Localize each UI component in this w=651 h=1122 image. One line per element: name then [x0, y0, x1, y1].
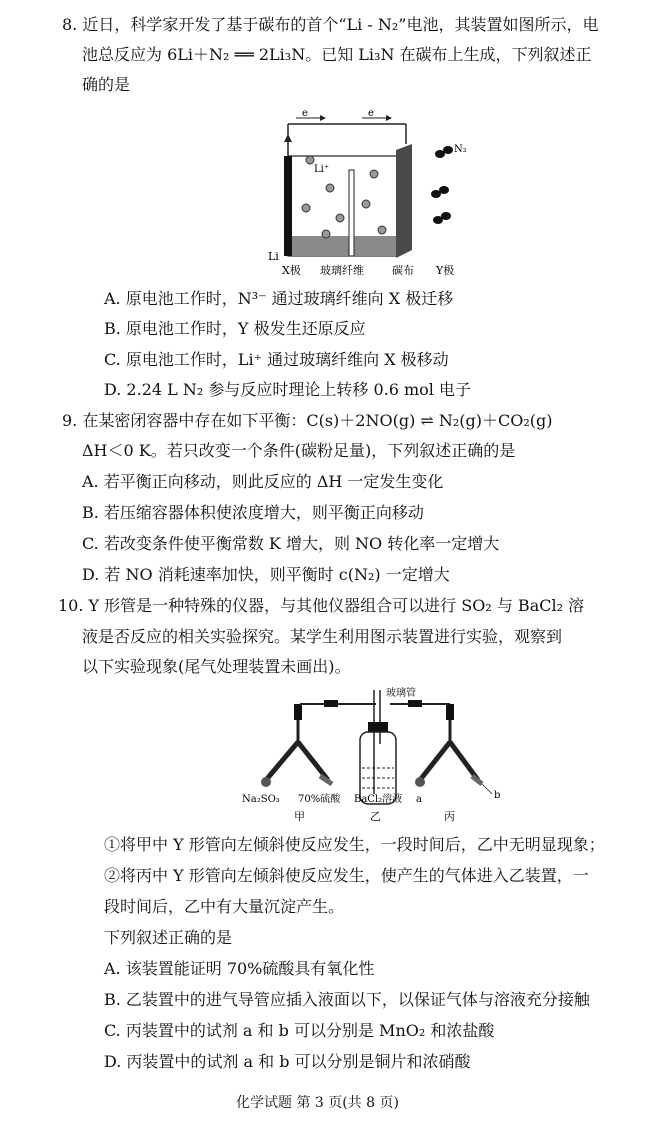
q10-stem-line2: 液是否反应的相关实验探究。某学生利用图示装置进行实验，观察到 — [82, 627, 563, 646]
glass-fiber-label: 玻璃纤维 — [320, 264, 364, 277]
q10-observation-1: ①将甲中 Y 形管向左倾斜使反应发生，一段时间后，乙中无明显现象； — [104, 835, 605, 854]
q8-stem-line3: 确的是 — [82, 75, 131, 94]
bing-label: 丙 — [444, 810, 455, 823]
na2so3-label: Na₂SO₃ — [242, 794, 280, 805]
q8-battery-figure — [258, 108, 478, 278]
q10-observation-2a: ②将丙中 Y 形管向左倾斜使反应发生，使产生的气体进入乙装置，一 — [104, 866, 589, 885]
q9-option-a: A. 若平衡正向移动，则此反应的 ΔH 一定发生变化 — [82, 472, 444, 491]
q10-stem-line3: 以下实验现象(尾气处理装置未画出)。 — [82, 657, 351, 676]
q9-option-d: D. 若 NO 消耗速率加快，则平衡时 c(N₂) 一定增大 — [82, 565, 450, 584]
q10-observation-2b: 段时间后，乙中有大量沉淀产生。 — [104, 897, 345, 916]
q9-stem-line2: ΔH＜0 K。若只改变一个条件(碳粉足量)，下列叙述正确的是 — [82, 441, 516, 460]
q10-option-a: A. 该装置能证明 70%硫酸具有氧化性 — [104, 959, 375, 978]
q9-option-c: C. 若改变条件使平衡常数 K 增大，则 NO 转化率一定增大 — [82, 534, 500, 553]
glass-tube-label: 玻璃管 — [386, 688, 416, 699]
q10-apparatus-figure — [240, 684, 510, 824]
page-footer: 化学试题 第 3 页(共 8 页) — [236, 1095, 399, 1111]
q8-stem-line2: 池总反应为 6Li＋N₂ ══ 2Li₃N。已知 Li₃N 在碳布上生成，下列叙述正 — [82, 45, 592, 64]
reagent-a-label: a — [416, 794, 422, 805]
q10-option-b: B. 乙装置中的进气导管应插入液面以下，以保证气体与溶液充分接触 — [104, 990, 590, 1009]
reagent-b-label: b — [494, 790, 501, 801]
li-label: Li — [268, 250, 279, 263]
q8-option-b: B. 原电池工作时，Y 极发生还原反应 — [104, 319, 366, 338]
q10-question-stem: 下列叙述正确的是 — [104, 928, 233, 947]
q8-stem-line1: 8. 近日，科学家开发了基于碳布的首个“Li - N₂”电池，其装置如图所示，电 — [62, 15, 599, 34]
electron-label-right: e — [368, 108, 374, 119]
y-pole-label: Y极 — [436, 264, 455, 277]
electron-label-left: e — [302, 108, 308, 119]
n2-label: N₂ — [454, 144, 467, 155]
jia-label: 甲 — [294, 810, 305, 823]
q10-option-d: D. 丙装置中的试剂 a 和 b 可以分别是铜片和浓硝酸 — [104, 1052, 471, 1071]
bacl2-label: BaCl₂溶液 — [354, 794, 403, 805]
x-pole-label: X极 — [282, 264, 301, 277]
q8-option-c: C. 原电池工作时，Li⁺ 通过玻璃纤维向 X 极移动 — [104, 350, 449, 369]
q8-option-d: D. 2.24 L N₂ 参与反应时理论上转移 0.6 mol 电子 — [104, 380, 471, 399]
h2so4-label: 70%硫酸 — [298, 794, 341, 805]
q10-stem-line1: 10. Y 形管是一种特殊的仪器，与其他仪器组合可以进行 SO₂ 与 BaCl₂ 溶 — [58, 596, 585, 615]
q9-stem-line1: 9. 在某密闭容器中存在如下平衡：C(s)＋2NO(g) ⇌ N₂(g)＋CO₂(g) — [62, 411, 553, 430]
q9-option-b: B. 若压缩容器体积使浓度增大，则平衡正向移动 — [82, 503, 424, 522]
yi-label: 乙 — [370, 810, 381, 823]
li-ion-label: Li⁺ — [314, 164, 330, 175]
q10-option-c: C. 丙装置中的试剂 a 和 b 可以分别是 MnO₂ 和浓盐酸 — [104, 1021, 495, 1040]
carbon-cloth-label: 碳布 — [392, 264, 414, 277]
q8-option-a: A. 原电池工作时，N³⁻ 通过玻璃纤维向 X 极迁移 — [104, 289, 454, 308]
